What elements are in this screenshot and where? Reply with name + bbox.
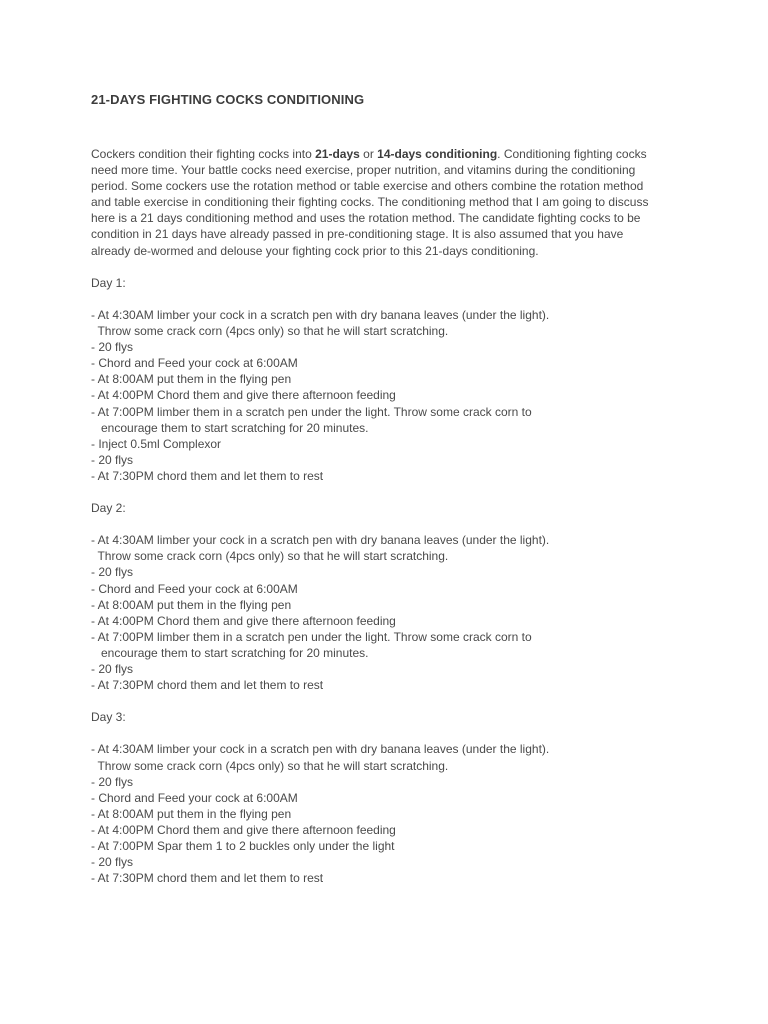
list-item: - Chord and Feed your cock at 6:00AM <box>91 790 298 805</box>
intro-line <box>91 146 691 162</box>
day-instructions-list <box>91 532 691 693</box>
document-page <box>91 90 691 886</box>
list-item: - At 4:00PM Chord them and give there afternoon feeding <box>91 822 396 837</box>
intro-line: here is a 21 days conditioning method and uses the rotation method. The candidate fighting cocks to be <box>91 211 641 226</box>
day-section-1 <box>91 275 691 484</box>
intro-line: condition in 21 days have already passed in pre-conditioning stage. It is also assumed that you have <box>91 227 624 242</box>
list-item: encourage them to start scratching for 20 minutes. <box>91 420 369 435</box>
list-item: encourage them to start scratching for 20 minutes. <box>91 645 369 660</box>
list-item: - At 7:30PM chord them and let them to rest <box>91 678 324 693</box>
day-instructions-list <box>91 741 691 886</box>
list-item: - At 7:00PM limber them in a scratch pen under the light. Throw some crack corn to <box>91 404 532 419</box>
list-item: Throw some crack corn (4pcs only) so that he will start scratching. <box>91 549 449 564</box>
list-item: - At 4:30AM limber your cock in a scratch pen with dry banana leaves (under the light). <box>91 307 550 322</box>
list-item: - 20 flys <box>91 774 134 789</box>
list-item: Throw some crack corn (4pcs only) so that he will start scratching. <box>91 758 449 773</box>
list-item: - At 8:00AM put them in the flying pen <box>91 806 292 821</box>
day-heading: Day 2: <box>91 501 126 516</box>
intro-line: period. Some cockers use the rotation method or table exercise and others combine the rotation method <box>91 179 644 194</box>
list-item: Throw some crack corn (4pcs only) so that he will start scratching. <box>91 324 449 339</box>
day-heading: Day 1: <box>91 275 126 290</box>
day-instructions-list <box>91 307 691 484</box>
day-section-2 <box>91 500 691 693</box>
list-item: - At 7:00PM limber them in a scratch pen under the light. Throw some crack corn to <box>91 629 532 644</box>
intro-bold-text: 14-days conditioning <box>377 147 498 161</box>
list-item: - At 4:30AM limber your cock in a scratch pen with dry banana leaves (under the light). <box>91 533 550 548</box>
list-item: - 20 flys <box>91 565 134 580</box>
list-item: - 20 flys <box>91 340 134 355</box>
intro-text: Cockers condition their fighting cocks into <box>91 147 316 161</box>
intro-text: or <box>359 147 378 161</box>
list-item: - Chord and Feed your cock at 6:00AM <box>91 356 298 371</box>
list-item: - At 7:30PM chord them and let them to rest <box>91 468 324 483</box>
list-item: - Chord and Feed your cock at 6:00AM <box>91 581 298 596</box>
intro-paragraph <box>91 146 691 259</box>
list-item: - 20 flys <box>91 855 134 870</box>
list-item: - At 7:00PM Spar them 1 to 2 buckles only under the light <box>91 839 395 854</box>
list-item: - At 8:00AM put them in the flying pen <box>91 597 292 612</box>
intro-line: already de-wormed and delouse your fighting cock prior to this 21-days conditioning. <box>91 243 539 258</box>
list-item: - At 4:00PM Chord them and give there afternoon feeding <box>91 388 396 403</box>
intro-text: . Conditioning fighting cocks <box>497 147 647 161</box>
list-item: - 20 flys <box>91 452 134 467</box>
list-item: - At 7:30PM chord them and let them to rest <box>91 871 324 886</box>
document-title: 21-DAYS FIGHTING COCKS CONDITIONING <box>91 92 365 107</box>
intro-line: and table exercise in conditioning their fighting cocks. The conditioning method that I am going to discuss <box>91 195 649 210</box>
list-item: - At 8:00AM put them in the flying pen <box>91 372 292 387</box>
list-item: - At 4:00PM Chord them and give there afternoon feeding <box>91 613 396 628</box>
intro-bold-text: 21-days <box>315 147 360 161</box>
list-item: - 20 flys <box>91 662 134 676</box>
intro-line: need more time. Your battle cocks need exercise, proper nutrition, and vitamins during the conditioning <box>91 163 636 178</box>
list-item: - Inject 0.5ml Complexor <box>91 436 222 451</box>
list-item: - At 4:30AM limber your cock in a scratch pen with dry banana leaves (under the light). <box>91 742 550 757</box>
day-section-3 <box>91 709 691 886</box>
day-heading: Day 3: <box>91 710 126 725</box>
